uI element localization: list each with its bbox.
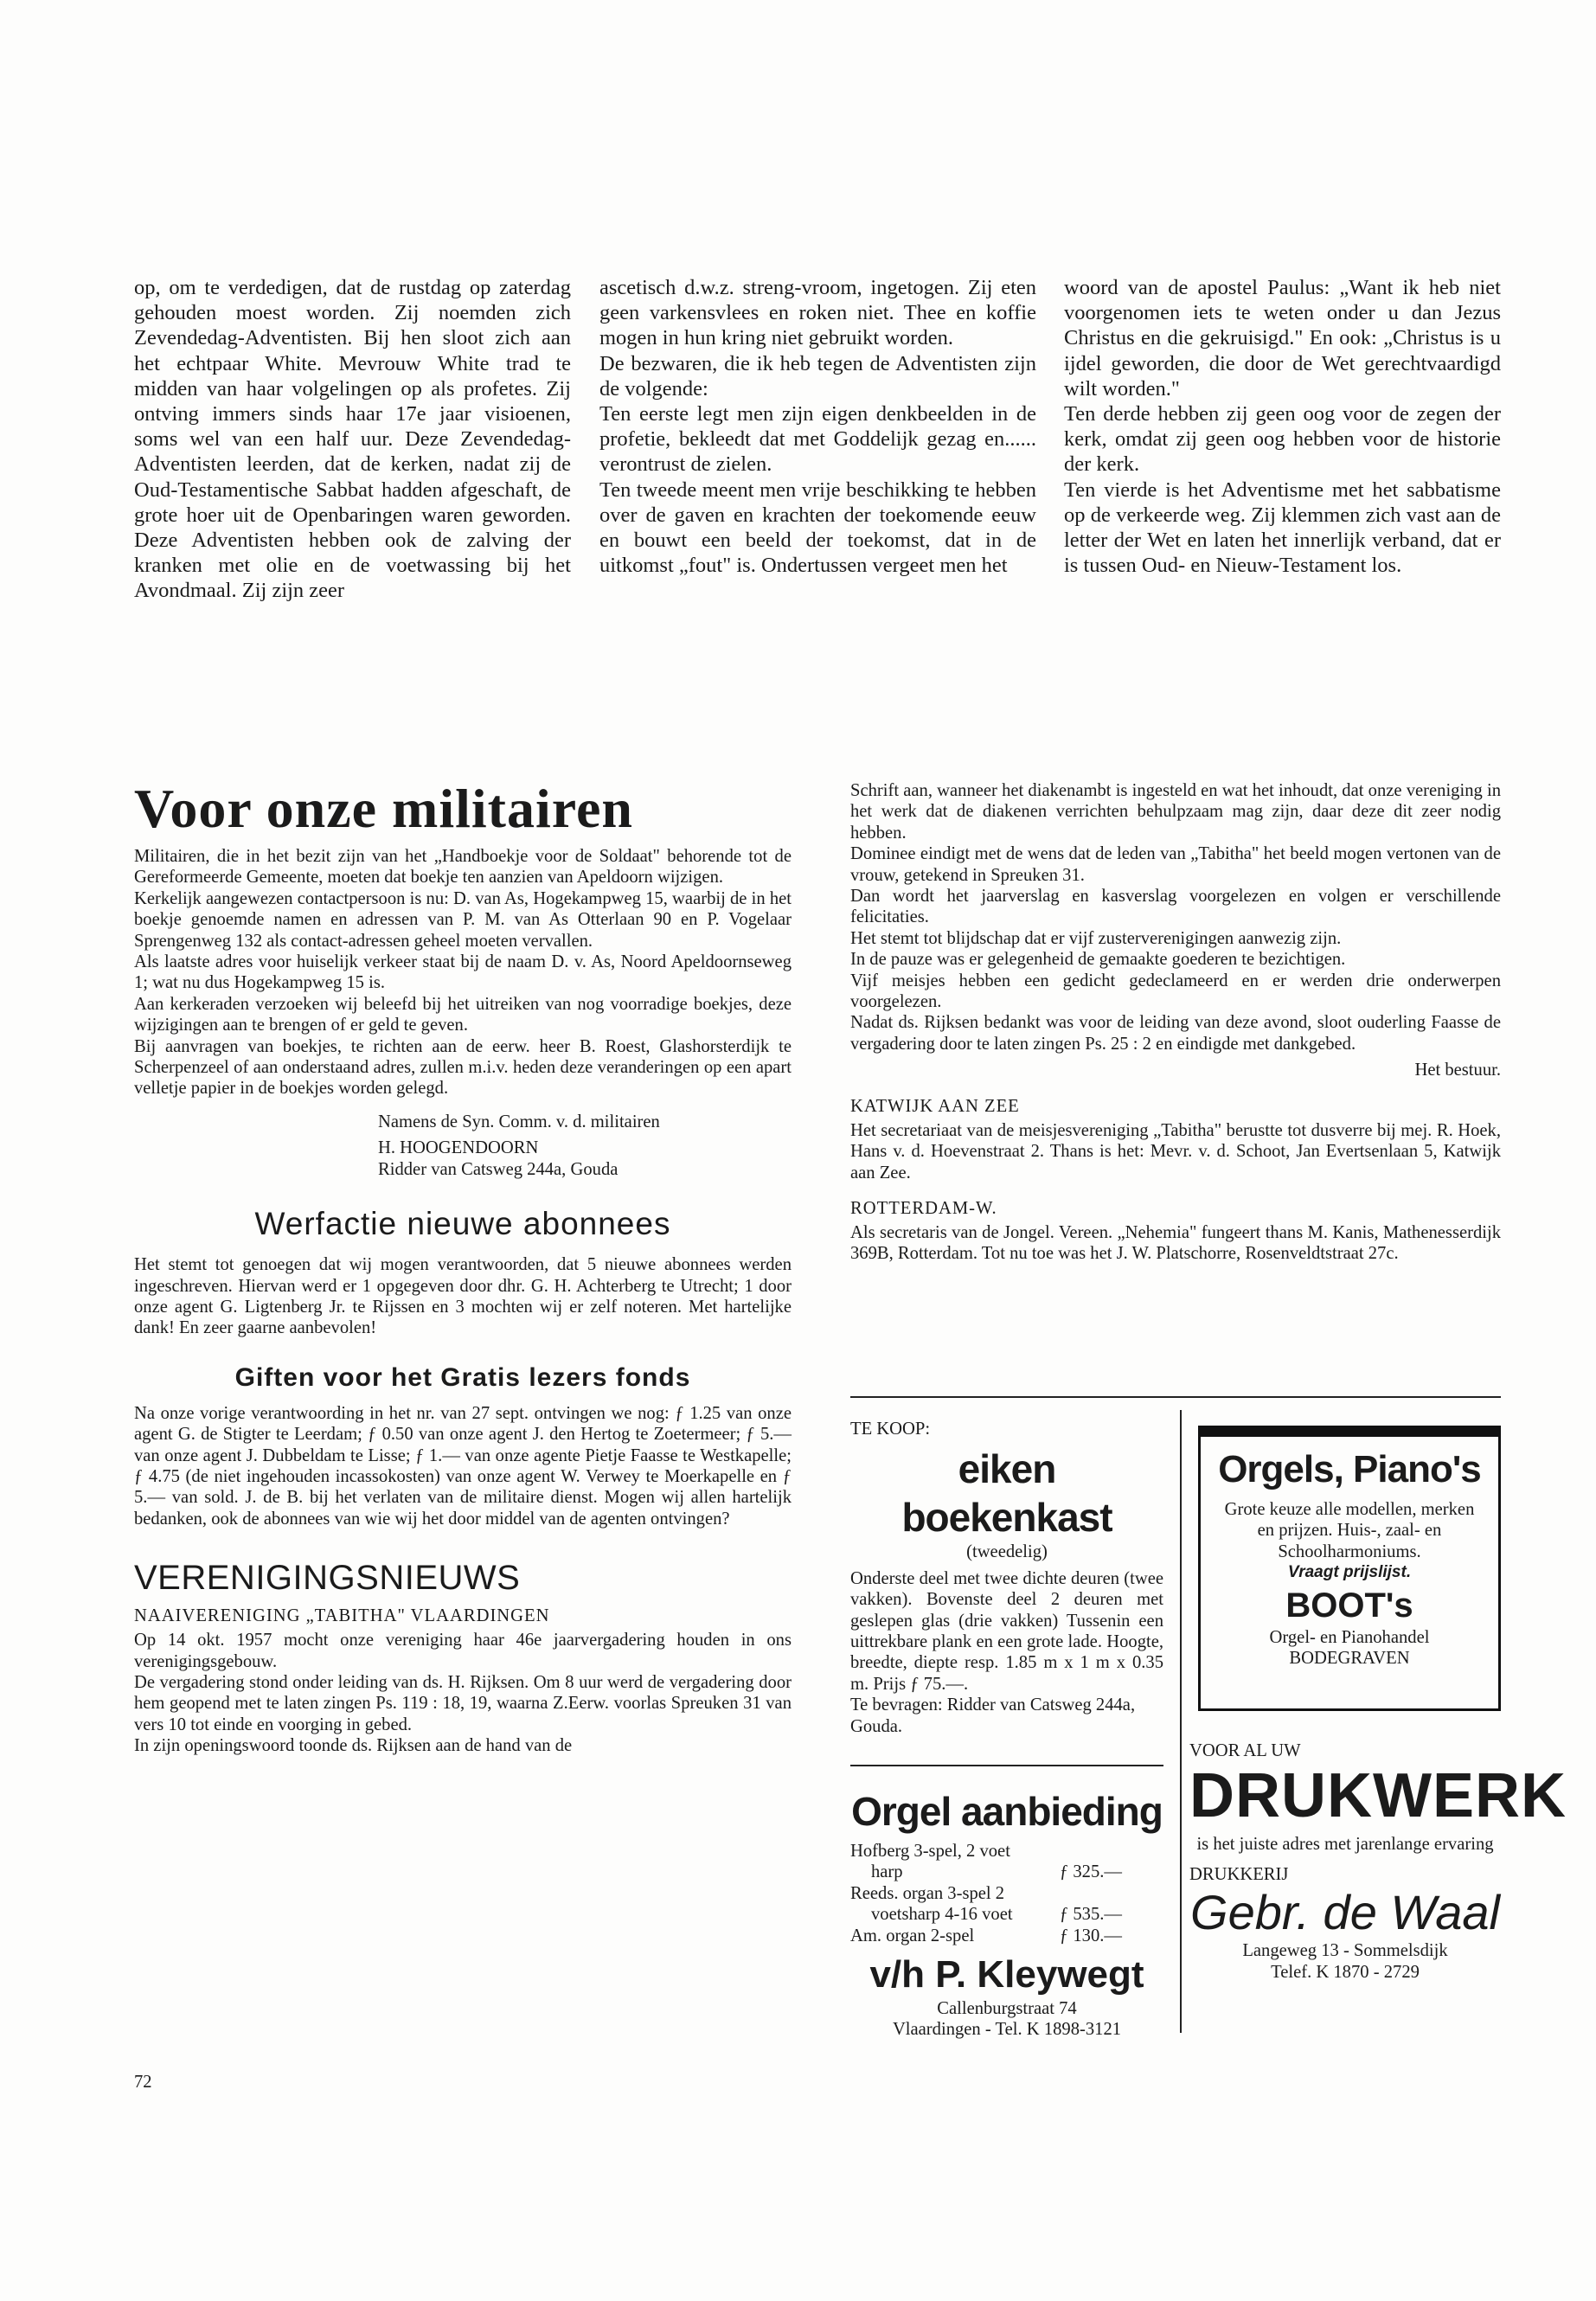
ad-druk-address: Langeweg 13 - Sommelsdijk [1242, 1941, 1448, 1961]
paragraph: Het stemt tot blijdschap dat er vijf zusterverenigingen aanwezig zijn. [850, 928, 1342, 948]
divider [850, 1765, 1163, 1766]
signature-line: Namens de Syn. Comm. v. d. militairen [378, 1112, 660, 1131]
paragraph: Dan wordt het jaarverslag en kasverslag voorgelezen en volgen er verschillende felicitaties. [850, 887, 1501, 927]
ad-frame-bar [1201, 1428, 1498, 1437]
ad-druk-text: is het juiste adres met jarenlange ervaring [1196, 1835, 1494, 1855]
ad-kast-text: Onderste deel met twee dichte deuren (twee vakken). Bovenste deel 2 deuren met geslepen glas (drie vakken) Tussenin een uittrekbare plank en een grote lade. Hoogte, breedte, diepte resp. 1.85 m x 1 m x 0.35 m. Prijs ƒ 75.—. [850, 1568, 1163, 1694]
ad-orgel-title: Orgel aanbieding [851, 1789, 1163, 1834]
katwijk-heading: KATWIJK AAN ZEE [850, 1096, 1020, 1116]
ad-druk-label: VOOR AL UW [1189, 1741, 1301, 1760]
top-column-3 [1064, 275, 1501, 578]
paragraph: Schrift aan, wanneer het diakenambt is ingesteld en wat het inhoudt, dat onze vereniging in het werk dat de diakenen verrichten behulpzaam mag zijn, daar deze dit zeer nodig hebben. [850, 781, 1501, 843]
ad-piano-pricelist: Vraagt prijslijst. [1287, 1563, 1412, 1582]
ad-orgel-firm: v/h P. Kleywegt [869, 1953, 1144, 1997]
paragraph: Bij aanvragen van boekjes, te richten aan de eerw. heer B. Roest, Glashorsterdijk te Scherpenzeel of aan onderstaand adres, zullen m.i.v. heden deze veranderingen op een apart velletje papier in de boekjes worden gelegd. [134, 1036, 792, 1099]
giften-body: Na onze vorige verantwoording in het nr. van 27 sept. ontvingen we nog: ƒ 1.25 van onze agent G. de Stigter te Leerdam; ƒ 0.50 van onze agent J. den Hertog te Zoetermeer; ƒ 5.— van onze agent J. Dubbeldam te Lisse; ƒ 1.— van onze agente Pietje Faasse te Westkapelle; ƒ 4.75 (de niet ingehouden incassokosten) van onze agent W. Verwey te Moerkapelle en ƒ 5.— van sold. J. de B. bij het verlaten van de militaire dienst. Mogen wij allen hartelijk bedanken, ook de abonnees van wie wij het door middel van de agenten ontvingen? [134, 1403, 792, 1529]
ad-orgel-address: Callenburgstraat 74 [937, 1999, 1077, 2019]
ad-orgel [850, 1787, 1163, 2041]
paragraph: De bezwaren, die ik heb tegen de Adventisten zijn de volgende: [599, 351, 1036, 401]
militairen-signature [134, 1112, 792, 1180]
ad-kast-subtitle: (tweedelig) [966, 1542, 1048, 1562]
paragraph: Aan kerkeraden verzoeken wij beleefd bij het uitreiken van nog voorradige boekjes, deze wijzigingen aan te brengen of er geld te geven. [134, 994, 792, 1035]
tabitha-body [134, 1630, 792, 1756]
signature-name: H. HOOGENDOORN [378, 1138, 539, 1158]
ad-kast-contact: Te bevragen: Ridder van Catsweg 244a, Gouda. [850, 1695, 1136, 1736]
paragraph: In zijn openingswoord toonde ds. Rijksen aan de hand van de [134, 1736, 573, 1756]
paragraph: Ten eerste legt men zijn eigen denkbeelden in de profetie, bekleedt dat met Goddelijk gezag en...... verontrust de zielen. [599, 402, 1036, 477]
ad-piano-text: Grote keuze alle modellen, merken en prijzen. Huis-, zaal- en Schoolharmoniums. [1224, 1500, 1475, 1561]
paragraph: Kerkelijk aangewezen contactpersoon is nu: D. van As, Hogekampweg 15, waarbij de in het boekje genoemde namen en adressen van P. M. van As Otterlaan 90 en P. Vogelaar Sprengenweg 132 als contact-adressen geheel moeten vervallen. [134, 888, 792, 951]
ad-druk-tel: Telef. K 1870 - 2729 [1271, 1962, 1420, 1982]
left-column [134, 779, 792, 1757]
signature-address: Ridder van Catsweg 244a, Gouda [378, 1159, 619, 1179]
bestuur-signature: Het bestuur. [1414, 1061, 1501, 1080]
orgel-item-price: ƒ 325.— [1059, 1862, 1122, 1882]
paragraph: Ten vierde is het Adventisme met het sabbatisme op de verkeerde weg. Zij klemmen zich vast aan de letter der Wet en laten het innerlijk verband, dat er is tussen Oud- en Nieuw-Testament los. [1064, 478, 1501, 578]
ad-piano-firm-desc: Orgel- en Pianohandel [1269, 1627, 1430, 1647]
tabitha-continued [850, 780, 1501, 1054]
ad-drukwerk [1189, 1740, 1567, 1983]
paragraph: op, om te verdedigen, dat de rustdag op zaterdag gehouden moest worden. Zij noemden zich Zevendedag-Adventisten. Bij hen sloot zich aan het echtpaar White. Mevrouw White trad te midden van haar volgelingen op als profetes. Zij ontving immers sinds haar 17e jaar visioenen, soms wel van een half uur. Deze Zevendedag-Adventisten leerden, dat de kerken, nadat zij de Oud-Testamentische Sabbat hadden afgeschaft, de grote hoer uit de Openbaringen waren geworden. Deze Adventisten hebben ook de zalving der kranken met olie en de voetwassing bij het Avondmaal. Zij zijn zeer [134, 276, 571, 603]
orgel-item-name2: voetsharp 4-16 voet [871, 1905, 1013, 1925]
orgel-item [850, 1841, 1163, 1883]
orgel-item-price: ƒ 535.— [1059, 1905, 1122, 1925]
orgel-item [850, 1883, 1163, 1926]
militairen-heading: Voor onze militairen [134, 778, 633, 839]
ad-piano-title: Orgels, Piano's [1218, 1448, 1481, 1490]
ad-piano-city: BODEGRAVEN [1289, 1649, 1410, 1669]
katwijk-body: Het secretariaat van de meisjesvereniging „Tabitha" berustte tot dusverre bij mej. R. Hoek, Hans v. d. Hoevenstraat 2. Thans is het: Mevr. v. d. Schoot, Jan Evertsenlaan 5, Katwijk aan Zee. [850, 1120, 1501, 1183]
paragraph: Militairen, die in het bezit zijn van het „Handboekje voor de Soldaat" behorende tot de Gereformeerde Gemeente, moeten dat boekje ten aanzien van Apeldoorn wijzigen. [134, 847, 792, 888]
page-number: 72 [134, 2073, 152, 2092]
militairen-body [134, 846, 792, 1099]
tabitha-subheading: NAAIVERENIGING „TABITHA" VLAARDINGEN [134, 1606, 550, 1626]
ad-boekenkast [850, 1419, 1163, 1737]
ad-piano [1198, 1426, 1501, 1711]
ad-druk-firm: Gebr. de Waal [1190, 1885, 1500, 1940]
paragraph: Op 14 okt. 1957 mocht onze vereniging haar 46e jaarvergadering houden in ons verenigingsgebouw. [134, 1631, 792, 1671]
paragraph: ascetisch d.w.z. streng-vroom, ingetogen. Zij eten geen varkensvlees en roken niet. Thee en koffie mogen in hun kring niet gebruikt worden. [599, 276, 1036, 350]
werfactie-heading: Werfactie nieuwe abonnees [254, 1206, 671, 1242]
paragraph: Ten tweede meent men vrije beschikking te hebben over de gaven en krachten der toekomende eeuw en bouwt een beeld der toekomst, dat in de uitkomst „fout" is. Ondertussen vergeet men het [599, 478, 1036, 578]
orgel-item-name2: harp [871, 1862, 903, 1882]
orgel-item [850, 1926, 1163, 1946]
orgel-item-price: ƒ 130.— [1059, 1926, 1122, 1945]
giften-heading: Giften voor het Gratis lezers fonds [234, 1362, 691, 1392]
top-column-1 [134, 275, 571, 604]
orgel-item-row [850, 1862, 1163, 1882]
rotterdam-body: Als secretaris van de Jongel. Vereen. „Nehemia" fungeert thans M. Kanis, Mathenesserdijk 369B, Rotterdam. Tot nu toe was het J. W. Platschorre, Rosenveldtstraat 27c. [850, 1222, 1501, 1264]
werfactie-body: Het stemt tot genoegen dat wij mogen verantwoorden, dat 5 nieuwe abonnees werden ingeschreven. Hiervan werd er 1 opgegeven door dhr. G. H. Achterberg te Utrecht; 1 door onze agent G. Ligtenberg Jr. te Rijssen en 3 mochten wij er zelf noteren. Met hartelijke dank! En zeer gaarne aanbevolen! [134, 1255, 792, 1338]
divider [1180, 1410, 1182, 2033]
paragraph: Ten derde hebben zij geen oog voor de zegen der kerk, omdat zij geen oog hebben voor de historie der kerk. [1064, 402, 1501, 477]
divider [850, 1396, 1501, 1398]
paragraph: Dominee eindigt met de wens dat de leden van „Tabitha" het beeld mogen vertonen van de vrouw, getekend in Spreuken 31. [850, 844, 1501, 885]
orgel-item-name: Am. organ 2-spel [850, 1926, 975, 1945]
paragraph: De vergadering stond onder leiding van ds. H. Rijksen. Om 8 uur werd de vergadering door hem geopend met te laten zingen Ps. 119 : 18, 19, waarna Z.Eerw. voorlas Spreuken 31 van vers 10 tot einde en voorging in gebed. [134, 1672, 792, 1734]
ad-label: TE KOOP: [850, 1420, 931, 1439]
right-column [850, 780, 1501, 1265]
orgel-item-row [850, 1926, 1163, 1946]
ad-druk-big: DRUKWERK [1189, 1761, 1567, 1831]
paragraph: woord van de apostel Paulus: „Want ik heb niet voorgenomen iets te weten onder u dan Jezus Christus en die gekruisigd." En ook: „Christus is u ijdel geworden, die door de Wet gerechtvaardigd wilt worden." [1064, 276, 1501, 401]
ad-piano-firm: BOOT's [1285, 1586, 1413, 1625]
orgel-item-name: Hofberg 3-spel, 2 voet [850, 1842, 1010, 1861]
paragraph: Nadat ds. Rijksen bedankt was voor de leiding van deze avond, sloot ouderling Faasse de vergadering door te laten zingen Ps. 25 : 2 en eindigde met dankgebed. [850, 1013, 1501, 1054]
paragraph: Als laatste adres voor huiselijk verkeer staat bij de naam D. v. As, Noord Apeldoornseweg 1; wat nu dus Hogekampweg 15 is. [134, 952, 792, 993]
paragraph: In de pauze was er gelegenheid de gemaakte goederen te bezichtigen. [850, 950, 1346, 970]
paragraph: Vijf meisjes hebben een gedicht gedeclameerd en er werden drie onderwerpen voorgelezen. [850, 971, 1501, 1012]
rotterdam-heading: ROTTERDAM-W. [850, 1198, 997, 1218]
orgel-item-name: Reeds. organ 3-spel 2 [850, 1883, 1005, 1903]
top-column-2 [599, 275, 1036, 578]
ad-druk-label2: DRUKKERIJ [1189, 1864, 1289, 1884]
ad-kast-title: eiken boekenkast [901, 1446, 1112, 1541]
ad-orgel-phone: Vlaardingen - Tel. K 1898-3121 [892, 2020, 1122, 2040]
verenigingsnieuws-heading: VERENIGINGSNIEUWS [134, 1559, 521, 1598]
orgel-item-row [850, 1904, 1163, 1925]
